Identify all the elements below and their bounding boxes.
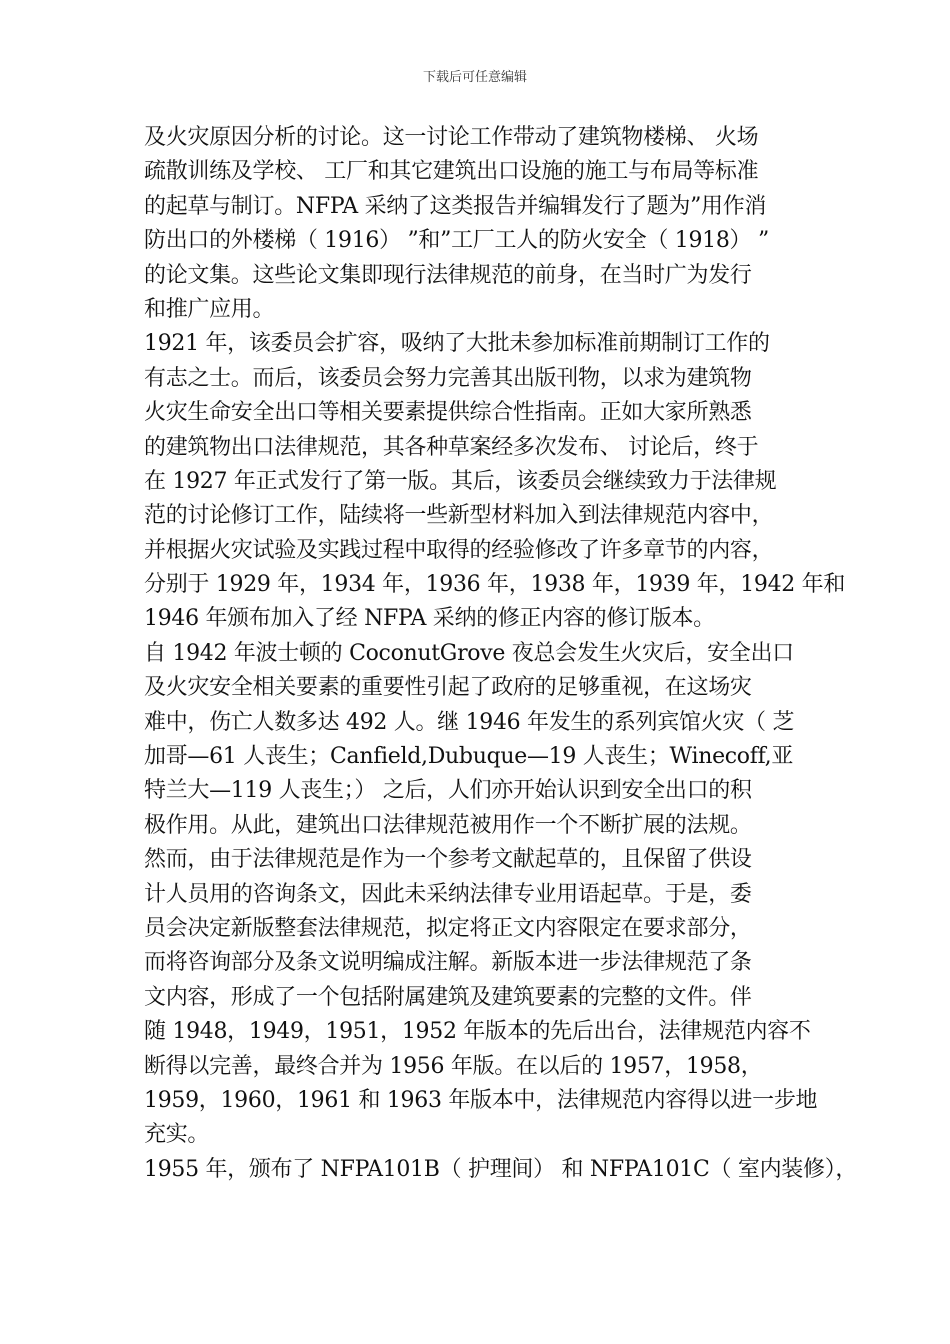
text-line: 计人员用的咨询条文，因此未采纳法律专业用语起草。于是，委 <box>144 881 752 907</box>
text-line: 加哥—61 人丧生；Canfield,Dubuque—19 人丧生；Winecoff,亚 <box>144 744 794 770</box>
text-line: 疏散训练及学校、 工厂和其它建筑出口设施的施工与布局等标准 <box>144 159 759 185</box>
text-line: 1946 年颁布加入了经 NFPA 采纳的修正内容的修订版本。 <box>144 606 715 632</box>
text-line: 有志之士。而后，该委员会努力完善其出版刊物，以求为建筑物 <box>144 365 752 391</box>
text-line: 员会决定新版整套法律规范，拟定将正文内容限定在要求部分， <box>144 915 752 941</box>
text-line: 难中，伤亡人数多达 492 人。继 1946 年发生的系列宾馆火灾（ 芝 <box>144 709 795 735</box>
text-line: 并根据火灾试验及实践过程中取得的经验修改了许多章节的内容， <box>144 537 774 563</box>
text-line: 自 1942 年波士顿的 CoconutGrove 夜总会发生火灾后，安全出口 <box>144 640 794 666</box>
text-line: 在 1927 年正式发行了第一版。其后，该委员会继续致力于法律规 <box>144 468 777 494</box>
text-line: 而将咨询部分及条文说明编成注解。新版本进一步法律规范了条 <box>144 950 752 976</box>
text-line: 和推广应用。 <box>144 296 275 322</box>
page-header: 下载后可任意编辑 <box>422 70 527 85</box>
text-line: 极作用。从此，建筑出口法律规范被用作一个不断扩展的法规。 <box>144 812 752 838</box>
document-body <box>144 121 858 1187</box>
text-line: 断得以完善，最终合并为 1956 年版。在以后的 1957，1958， <box>144 1053 763 1079</box>
text-line: 的起草与制订。NFPA 采纳了这类报告并编辑发行了题为”用作消 <box>144 193 767 219</box>
text-line: 1921 年，该委员会扩容，吸纳了大批未参加标准前期制订工作的 <box>144 331 770 357</box>
text-line: 然而，由于法律规范是作为一个参考文献起草的，且保留了供设 <box>144 847 752 873</box>
text-line: 火灾生命安全出口等相关要素提供综合性指南。正如大家所熟悉 <box>144 400 752 426</box>
text-line: 随 1948，1949，1951，1952 年版本的先后出台，法律规范内容不 <box>144 1019 811 1045</box>
text-line: 文内容，形成了一个包括附属建筑及建筑要素的完整的文件。伴 <box>144 984 752 1010</box>
text-line: 范的讨论修订工作，陆续将一些新型材料加入到法律规范内容中， <box>144 503 774 529</box>
text-line: 1959，1960，1961 和 1963 年版本中，法律规范内容得以进一步地 <box>144 1087 818 1113</box>
text-line: 充实。 <box>144 1122 210 1148</box>
text-line: 及火灾原因分析的讨论。这一讨论工作带动了建筑物楼梯、 火场 <box>144 125 759 150</box>
text-line: 特兰大—119 人丧生；） 之后，人们亦开始认识到安全出口的积 <box>144 778 752 804</box>
text-line: 防出口的外楼梯（ 1916） ”和”工厂工人的防火安全（ 1918） ” <box>144 228 769 254</box>
text-line: 及火灾安全相关要素的重要性引起了政府的足够重视，在这场灾 <box>144 675 752 701</box>
text-line: 的论文集。这些论文集即现行法律规范的前身，在当时广为发行 <box>144 262 752 288</box>
text-line: 的建筑物出口法律规范，其各种草案经多次发布、 讨论后，终于 <box>144 434 759 460</box>
text-line: 1955 年，颁布了 NFPA101B（ 护理间） 和 NFPA101C（ 室内装修）， <box>144 1156 858 1182</box>
text-line: 分别于 1929 年，1934 年，1936 年，1938 年，1939 年，1942 年和 <box>144 572 846 598</box>
